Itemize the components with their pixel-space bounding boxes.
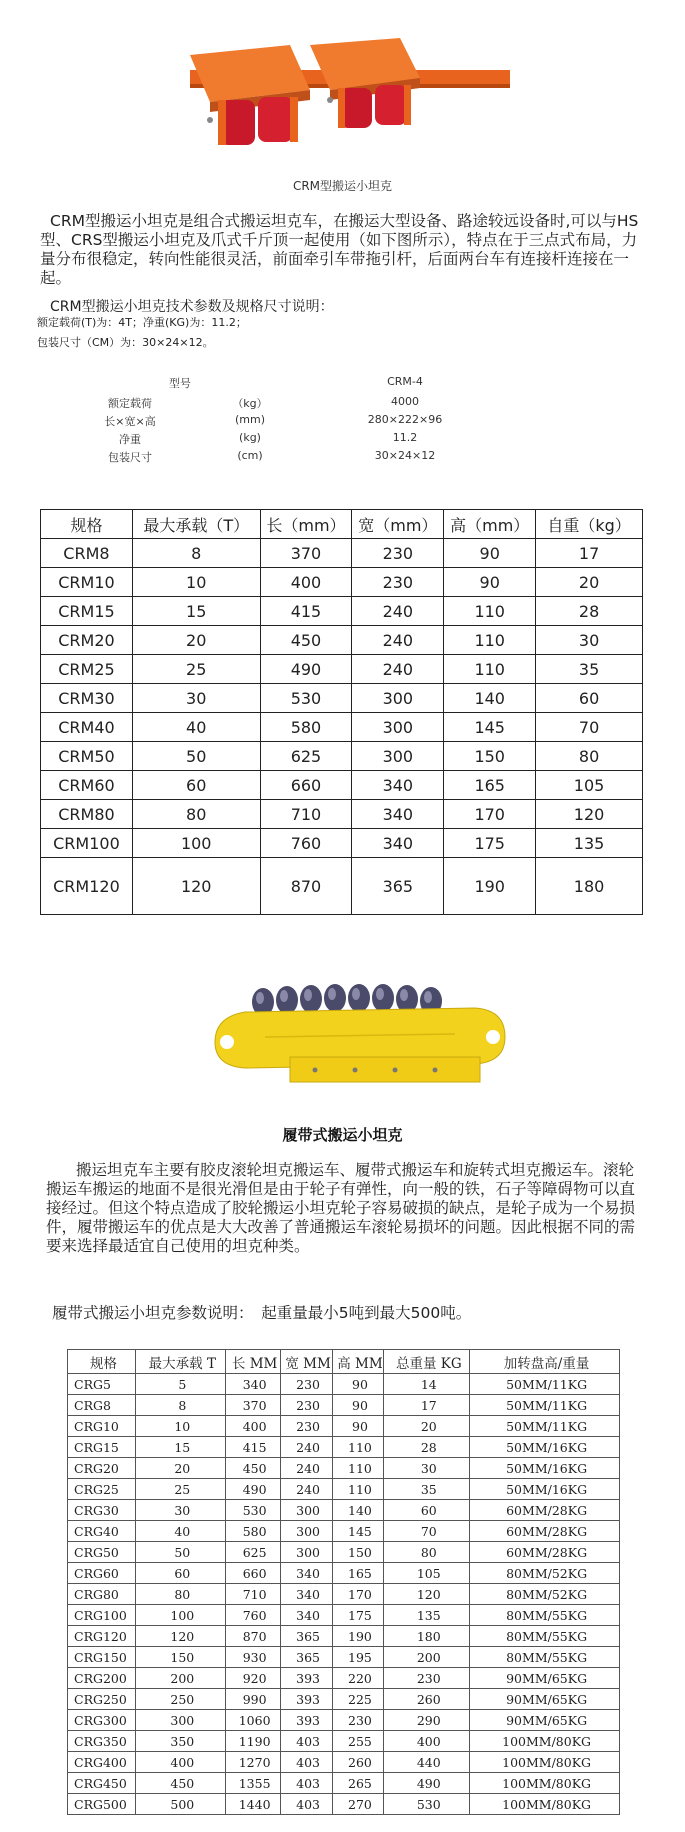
crg-value-cell: 50MM/16KG <box>470 1437 620 1458</box>
crg-value-cell: 90 <box>332 1416 384 1437</box>
crg-header-cell: 高 MM <box>332 1350 384 1374</box>
crg-header-cell: 总重量 KG <box>384 1350 470 1374</box>
crg-value-cell: 500 <box>135 1794 225 1815</box>
crg-value-cell: 90MM/65KG <box>470 1710 620 1731</box>
crg-value-cell: 290 <box>384 1710 470 1731</box>
crg-value-cell: 370 <box>225 1395 280 1416</box>
crg-value-cell: 14 <box>384 1374 470 1395</box>
crg-value-cell: 50MM/11KG <box>470 1416 620 1437</box>
crg-value-cell: 300 <box>280 1521 332 1542</box>
crg-value-cell: 200 <box>384 1647 470 1668</box>
crg-value-cell: 110 <box>332 1458 384 1479</box>
crg-model-cell: CRG80 <box>68 1584 136 1605</box>
crg-value-cell: 530 <box>384 1794 470 1815</box>
crg-value-cell: 110 <box>332 1437 384 1458</box>
crm-value-cell: 370 <box>260 539 352 568</box>
crg-value-cell: 90 <box>332 1395 384 1416</box>
table-row <box>41 684 643 713</box>
crg-model-cell: CRG40 <box>68 1521 136 1542</box>
crg-value-cell: 30 <box>384 1458 470 1479</box>
crg-value-cell: 340 <box>280 1605 332 1626</box>
spec-unit: (kg) <box>239 431 261 444</box>
crg-value-cell: 165 <box>332 1563 384 1584</box>
crg-value-cell: 300 <box>280 1500 332 1521</box>
crm-value-cell: 340 <box>352 771 444 800</box>
crg-value-cell: 80MM/52KG <box>470 1563 620 1584</box>
crg-value-cell: 145 <box>332 1521 384 1542</box>
crm-header-cell: 规格 <box>41 510 133 539</box>
table-row <box>41 742 643 771</box>
crg-value-cell: 50MM/11KG <box>470 1374 620 1395</box>
crg-value-cell: 120 <box>384 1584 470 1605</box>
crg-value-cell: 240 <box>280 1479 332 1500</box>
crm-model-cell: CRM20 <box>41 626 133 655</box>
crm-value-cell: 625 <box>260 742 352 771</box>
crg-model-cell: CRG450 <box>68 1773 136 1794</box>
table-row <box>41 626 643 655</box>
spec-label: 长×宽×高 <box>104 415 156 428</box>
crg-value-cell: 710 <box>225 1584 280 1605</box>
crg-model-cell: CRG300 <box>68 1710 136 1731</box>
table-row <box>41 771 643 800</box>
crm-value-cell: 230 <box>352 539 444 568</box>
crm-value-cell: 90 <box>444 568 536 597</box>
crg-value-cell: 60MM/28KG <box>470 1542 620 1563</box>
spec-line-load: 额定载荷(T)为：4T；净重(KG)为：11.2； <box>37 316 247 329</box>
crg-value-cell: 530 <box>225 1500 280 1521</box>
crm-model-cell: CRM25 <box>41 655 133 684</box>
table-row <box>68 1458 620 1479</box>
crg-image-caption: 履带式搬运小坦克 <box>282 1126 403 1144</box>
table-row <box>68 1542 620 1563</box>
crm-value-cell: 450 <box>260 626 352 655</box>
table-row <box>68 1605 620 1626</box>
spec-value: 280×222×96 <box>367 413 443 426</box>
crg-value-cell: 135 <box>384 1605 470 1626</box>
crg-value-cell: 300 <box>280 1542 332 1563</box>
crg-value-cell: 175 <box>332 1605 384 1626</box>
crm-intro-paragraph: CRM型搬运小坦克是组合式搬运坦克车，在搬运大型设备、路途较远设备时,可以与HS型、CRS型搬运小坦克及爪式千斤顶一起使用（如下图所示），特点在于三点式布局，力量分布很稳定，转向性能很灵活，前面牵引车带拖引杆，后面两台车有连接杆连接在一起。 <box>40 212 639 287</box>
crg-value-cell: 920 <box>225 1668 280 1689</box>
crm-value-cell: 870 <box>260 858 352 915</box>
table-row <box>68 1626 620 1647</box>
crm-value-cell: 105 <box>536 771 643 800</box>
table-row <box>68 1773 620 1794</box>
spec-header-row <box>70 375 530 393</box>
crm-model-cell: CRM10 <box>41 568 133 597</box>
crg-value-cell: 15 <box>135 1437 225 1458</box>
crg-value-cell: 403 <box>280 1794 332 1815</box>
crg-intro-line: 履带式搬运小坦克参数说明： 起重量最小5吨到最大500吨。 <box>52 1304 472 1322</box>
spec-header-model: 型号 <box>169 377 191 390</box>
spec-value: 11.2 <box>392 431 418 444</box>
table-row <box>41 539 643 568</box>
spec-unit: （kg） <box>232 397 268 410</box>
crm-value-cell: 140 <box>444 684 536 713</box>
table-row <box>41 858 643 915</box>
crg-value-cell: 490 <box>384 1773 470 1794</box>
spec-row-weight <box>70 431 530 449</box>
crm-spec-table <box>40 509 643 915</box>
crg-value-cell: 140 <box>332 1500 384 1521</box>
crm-value-cell: 30 <box>132 684 260 713</box>
crg-value-cell: 50MM/11KG <box>470 1395 620 1416</box>
crg-model-cell: CRG50 <box>68 1542 136 1563</box>
table-row <box>41 597 643 626</box>
crg-value-cell: 80MM/55KG <box>470 1626 620 1647</box>
crm-value-cell: 80 <box>536 742 643 771</box>
crg-value-cell: 300 <box>135 1710 225 1731</box>
crg-value-cell: 340 <box>280 1563 332 1584</box>
crg-value-cell: 1355 <box>225 1773 280 1794</box>
crg-model-cell: CRG15 <box>68 1437 136 1458</box>
spec-value: 4000 <box>391 395 419 408</box>
crg-value-cell: 1060 <box>225 1710 280 1731</box>
table-row <box>41 829 643 858</box>
crm-value-cell: 110 <box>444 626 536 655</box>
crg-value-cell: 870 <box>225 1626 280 1647</box>
crm-value-cell: 415 <box>260 597 352 626</box>
crg-value-cell: 25 <box>135 1479 225 1500</box>
crg-value-cell: 400 <box>384 1731 470 1752</box>
crg-spec-table <box>67 1349 620 1815</box>
table-row <box>68 1521 620 1542</box>
crm-value-cell: 165 <box>444 771 536 800</box>
crg-value-cell: 225 <box>332 1689 384 1710</box>
crg-value-cell: 80MM/52KG <box>470 1584 620 1605</box>
crm-value-cell: 20 <box>132 626 260 655</box>
crg-value-cell: 1190 <box>225 1731 280 1752</box>
crg-value-cell: 230 <box>332 1710 384 1731</box>
crg-header-cell: 宽 MM <box>280 1350 332 1374</box>
table-row <box>68 1374 620 1395</box>
crm-value-cell: 240 <box>352 597 444 626</box>
crg-value-cell: 40 <box>135 1521 225 1542</box>
crm-model-cell: CRM120 <box>41 858 133 915</box>
crm-value-cell: 17 <box>536 539 643 568</box>
crm-value-cell: 340 <box>352 800 444 829</box>
crm-value-cell: 35 <box>536 655 643 684</box>
table-row <box>41 800 643 829</box>
crg-value-cell: 105 <box>384 1563 470 1584</box>
crg-value-cell: 180 <box>384 1626 470 1647</box>
crm-value-cell: 150 <box>444 742 536 771</box>
crm-model-cell: CRM80 <box>41 800 133 829</box>
crg-value-cell: 760 <box>225 1605 280 1626</box>
crg-value-cell: 150 <box>332 1542 384 1563</box>
crm-value-cell: 8 <box>132 539 260 568</box>
spec-label: 包装尺寸 <box>108 451 152 464</box>
crg-value-cell: 365 <box>280 1647 332 1668</box>
crm-header-row <box>41 510 643 539</box>
crg-value-cell: 90MM/65KG <box>470 1689 620 1710</box>
crg-model-cell: CRG350 <box>68 1731 136 1752</box>
crm-value-cell: 240 <box>352 626 444 655</box>
crm-product-image <box>190 0 510 175</box>
crm-value-cell: 25 <box>132 655 260 684</box>
crg-value-cell: 365 <box>280 1626 332 1647</box>
crm-value-cell: 135 <box>536 829 643 858</box>
crg-model-cell: CRG200 <box>68 1668 136 1689</box>
crm-value-cell: 50 <box>132 742 260 771</box>
crm-value-cell: 15 <box>132 597 260 626</box>
crg-model-cell: CRG100 <box>68 1605 136 1626</box>
crg-value-cell: 150 <box>135 1647 225 1668</box>
crg-value-cell: 230 <box>280 1395 332 1416</box>
crm-model-cell: CRM40 <box>41 713 133 742</box>
crm-value-cell: 180 <box>536 858 643 915</box>
crg-value-cell: 393 <box>280 1689 332 1710</box>
crg-value-cell: 20 <box>135 1458 225 1479</box>
crg-value-cell: 120 <box>135 1626 225 1647</box>
table-row <box>68 1794 620 1815</box>
crm-value-cell: 120 <box>132 858 260 915</box>
crg-value-cell: 17 <box>384 1395 470 1416</box>
crg-value-cell: 60MM/28KG <box>470 1521 620 1542</box>
crm-value-cell: 100 <box>132 829 260 858</box>
crm-header-cell: 自重（kg） <box>536 510 643 539</box>
crg-model-cell: CRG10 <box>68 1416 136 1437</box>
crm-value-cell: 760 <box>260 829 352 858</box>
crm-value-cell: 90 <box>444 539 536 568</box>
table-row <box>68 1710 620 1731</box>
crg-value-cell: 625 <box>225 1542 280 1563</box>
table-row <box>68 1416 620 1437</box>
table-row <box>68 1647 620 1668</box>
spec-title: CRM型搬运小坦克技术参数及规格尺寸说明： <box>50 299 334 315</box>
crm-value-cell: 660 <box>260 771 352 800</box>
crg-header-row <box>68 1350 620 1374</box>
crg-value-cell: 230 <box>384 1668 470 1689</box>
crg-value-cell: 393 <box>280 1710 332 1731</box>
crg-value-cell: 60MM/28KG <box>470 1500 620 1521</box>
crm-value-cell: 80 <box>132 800 260 829</box>
crg-value-cell: 100MM/80KG <box>470 1794 620 1815</box>
spec-label: 额定载荷 <box>108 397 152 410</box>
crg-value-cell: 200 <box>135 1668 225 1689</box>
crg-value-cell: 240 <box>280 1458 332 1479</box>
crg-value-cell: 400 <box>225 1416 280 1437</box>
crg-header-cell: 长 MM <box>225 1350 280 1374</box>
crg-model-cell: CRG8 <box>68 1395 136 1416</box>
spec-label: 净重 <box>119 433 141 446</box>
crg-header-cell: 加转盘高/重量 <box>470 1350 620 1374</box>
crm-value-cell: 365 <box>352 858 444 915</box>
crg-value-cell: 80 <box>135 1584 225 1605</box>
crg-value-cell: 230 <box>280 1374 332 1395</box>
crm-value-cell: 60 <box>536 684 643 713</box>
crg-model-cell: CRG150 <box>68 1647 136 1668</box>
crm-value-cell: 190 <box>444 858 536 915</box>
crm-header-cell: 长（mm） <box>260 510 352 539</box>
crg-value-cell: 340 <box>225 1374 280 1395</box>
crm-value-cell: 170 <box>444 800 536 829</box>
crm-value-cell: 10 <box>132 568 260 597</box>
crg-value-cell: 5 <box>135 1374 225 1395</box>
crg-value-cell: 415 <box>225 1437 280 1458</box>
crm-value-cell: 28 <box>536 597 643 626</box>
crg-description-paragraph: 搬运坦克车主要有胶皮滚轮坦克搬运车、履带式搬运车和旋转式坦克搬运车。滚轮搬运车搬运的地面不是很光滑但是由于轮子有弹性，向一般的铁，石子等障碍物可以直接经过。但这个特点造成了胶轮搬运小坦克轮子容易破损的缺点，是轮子成为一个易损件，履带搬运车的优点是大大改善了普通搬运车滚轮易损坏的问题。因此根据不同的需要来选择最适宜自己使用的坦克种类。 <box>46 1161 636 1255</box>
crg-value-cell: 50 <box>135 1542 225 1563</box>
spec-row-size <box>70 413 530 431</box>
crg-value-cell: 50MM/16KG <box>470 1479 620 1500</box>
crg-value-cell: 20 <box>384 1416 470 1437</box>
crg-value-cell: 170 <box>332 1584 384 1605</box>
table-row <box>41 568 643 597</box>
crg-value-cell: 403 <box>280 1773 332 1794</box>
crg-value-cell: 270 <box>332 1794 384 1815</box>
crg-header-cell: 规格 <box>68 1350 136 1374</box>
crg-value-cell: 450 <box>225 1458 280 1479</box>
table-row <box>68 1479 620 1500</box>
crm-value-cell: 40 <box>132 713 260 742</box>
crg-value-cell: 28 <box>384 1437 470 1458</box>
spec-unit: (mm) <box>234 413 265 426</box>
crg-value-cell: 255 <box>332 1731 384 1752</box>
crg-value-cell: 100MM/80KG <box>470 1752 620 1773</box>
crg-value-cell: 100 <box>135 1605 225 1626</box>
table-row <box>68 1437 620 1458</box>
table-row <box>41 713 643 742</box>
crg-model-cell: CRG5 <box>68 1374 136 1395</box>
crm-value-cell: 580 <box>260 713 352 742</box>
spec-row-load <box>70 395 530 413</box>
crm-value-cell: 110 <box>444 655 536 684</box>
crg-value-cell: 110 <box>332 1479 384 1500</box>
crm-header-cell: 宽（mm） <box>352 510 444 539</box>
crg-value-cell: 403 <box>280 1752 332 1773</box>
crg-value-cell: 660 <box>225 1563 280 1584</box>
crm-value-cell: 110 <box>444 597 536 626</box>
table-row <box>68 1689 620 1710</box>
table-row <box>68 1500 620 1521</box>
crg-value-cell: 30 <box>135 1500 225 1521</box>
crg-value-cell: 90MM/65KG <box>470 1668 620 1689</box>
crg-model-cell: CRG400 <box>68 1752 136 1773</box>
crg-value-cell: 393 <box>280 1668 332 1689</box>
table-row <box>68 1668 620 1689</box>
crm-header-cell: 高（mm） <box>444 510 536 539</box>
table-row <box>68 1731 620 1752</box>
crm-value-cell: 300 <box>352 684 444 713</box>
crm-value-cell: 175 <box>444 829 536 858</box>
crg-model-cell: CRG20 <box>68 1458 136 1479</box>
crg-value-cell: 220 <box>332 1668 384 1689</box>
crm-value-cell: 70 <box>536 713 643 742</box>
crg-product-image <box>205 982 515 1092</box>
crm-header-cell: 最大承载（T） <box>132 510 260 539</box>
crg-value-cell: 90 <box>332 1374 384 1395</box>
table-row <box>68 1395 620 1416</box>
crm-value-cell: 145 <box>444 713 536 742</box>
crg-value-cell: 580 <box>225 1521 280 1542</box>
crg-value-cell: 450 <box>135 1773 225 1794</box>
crg-model-cell: CRG250 <box>68 1689 136 1710</box>
crg-value-cell: 490 <box>225 1479 280 1500</box>
crg-model-cell: CRG30 <box>68 1500 136 1521</box>
crm-model-cell: CRM8 <box>41 539 133 568</box>
crg-value-cell: 60 <box>135 1563 225 1584</box>
spec-row-package <box>70 449 530 467</box>
crg-value-cell: 80MM/55KG <box>470 1605 620 1626</box>
crg-value-cell: 8 <box>135 1395 225 1416</box>
crm-image-caption: CRM型搬运小坦克 <box>292 179 393 193</box>
crg-value-cell: 100MM/80KG <box>470 1731 620 1752</box>
crg-value-cell: 400 <box>135 1752 225 1773</box>
crm-value-cell: 240 <box>352 655 444 684</box>
crg-model-cell: CRG60 <box>68 1563 136 1584</box>
crg-value-cell: 70 <box>384 1521 470 1542</box>
crg-value-cell: 1440 <box>225 1794 280 1815</box>
spec-value: 30×24×12 <box>374 449 436 462</box>
crm-value-cell: 300 <box>352 713 444 742</box>
crg-value-cell: 60 <box>384 1500 470 1521</box>
crm-model-cell: CRM100 <box>41 829 133 858</box>
crm-value-cell: 490 <box>260 655 352 684</box>
crm-model-cell: CRM15 <box>41 597 133 626</box>
crg-value-cell: 190 <box>332 1626 384 1647</box>
crg-value-cell: 80MM/55KG <box>470 1647 620 1668</box>
crg-value-cell: 240 <box>280 1437 332 1458</box>
crm-value-cell: 710 <box>260 800 352 829</box>
crg-value-cell: 930 <box>225 1647 280 1668</box>
crg-model-cell: CRG25 <box>68 1479 136 1500</box>
crg-value-cell: 403 <box>280 1731 332 1752</box>
crm-model-cell: CRM30 <box>41 684 133 713</box>
crg-value-cell: 1270 <box>225 1752 280 1773</box>
crm-value-cell: 20 <box>536 568 643 597</box>
spec-line-package: 包装尺寸（CM）为：30×24×12。 <box>37 336 214 349</box>
spec-unit: (cm) <box>237 449 263 462</box>
crg-value-cell: 80 <box>384 1542 470 1563</box>
crg-value-cell: 260 <box>384 1689 470 1710</box>
crm-value-cell: 120 <box>536 800 643 829</box>
crg-value-cell: 250 <box>135 1689 225 1710</box>
crm-model-cell: CRM60 <box>41 771 133 800</box>
crg-value-cell: 50MM/16KG <box>470 1458 620 1479</box>
spec-header-crm4: CRM-4 <box>387 375 423 388</box>
crg-model-cell: CRG500 <box>68 1794 136 1815</box>
crm-value-cell: 400 <box>260 568 352 597</box>
crg-value-cell: 35 <box>384 1479 470 1500</box>
table-row <box>68 1563 620 1584</box>
crg-value-cell: 440 <box>384 1752 470 1773</box>
crg-value-cell: 230 <box>280 1416 332 1437</box>
table-row <box>41 655 643 684</box>
crg-value-cell: 10 <box>135 1416 225 1437</box>
crm-value-cell: 340 <box>352 829 444 858</box>
table-row <box>68 1752 620 1773</box>
crg-value-cell: 340 <box>280 1584 332 1605</box>
crm-model-cell: CRM50 <box>41 742 133 771</box>
crm-value-cell: 530 <box>260 684 352 713</box>
crg-value-cell: 990 <box>225 1689 280 1710</box>
crg-value-cell: 260 <box>332 1752 384 1773</box>
crg-header-cell: 最大承载 T <box>135 1350 225 1374</box>
table-row <box>68 1584 620 1605</box>
crg-value-cell: 100MM/80KG <box>470 1773 620 1794</box>
crm-value-cell: 230 <box>352 568 444 597</box>
crg-value-cell: 350 <box>135 1731 225 1752</box>
crm-value-cell: 300 <box>352 742 444 771</box>
crg-value-cell: 265 <box>332 1773 384 1794</box>
crg-model-cell: CRG120 <box>68 1626 136 1647</box>
crm-value-cell: 60 <box>132 771 260 800</box>
crm-value-cell: 30 <box>536 626 643 655</box>
crg-value-cell: 195 <box>332 1647 384 1668</box>
